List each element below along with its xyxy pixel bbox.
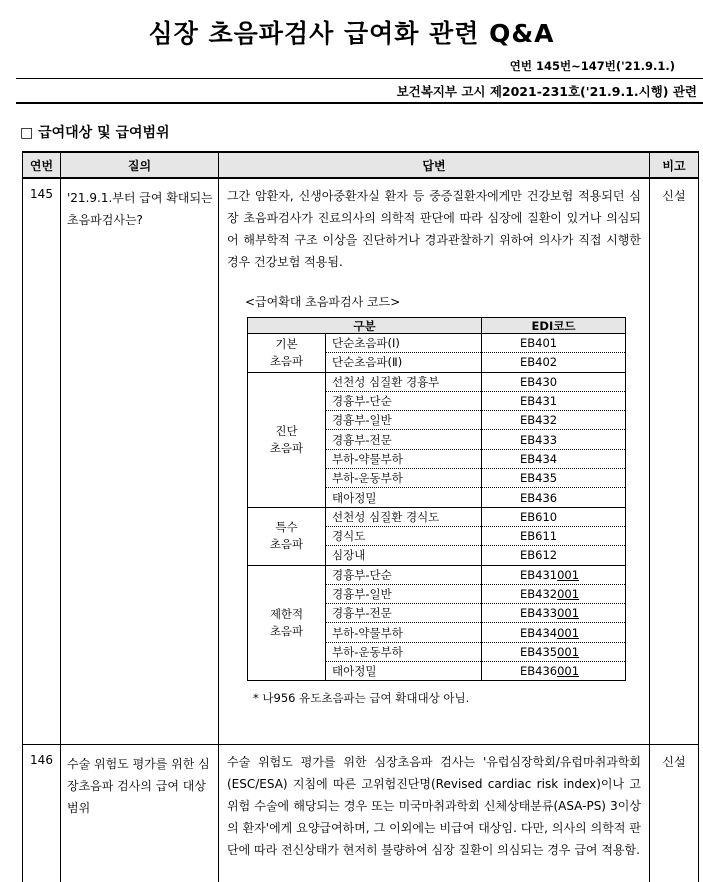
code-group-name: 진단 초음파 [248, 372, 326, 507]
divider [16, 78, 703, 79]
code-item-label: 단순초음파(Ⅱ) [326, 353, 482, 372]
code-item-code [482, 507, 626, 526]
code-table-caption: <급여확대 초음파검사 코드> [245, 295, 401, 309]
code-table [247, 317, 626, 681]
code-item-code [482, 488, 626, 507]
code-row [248, 507, 626, 526]
edi-code: EB612 [520, 548, 558, 563]
code-item-code [482, 526, 626, 545]
row-no: 146 [23, 744, 61, 882]
header-note: 비고 [650, 152, 699, 178]
row-answer: 수술 위험도 평가를 위한 심장초음파 검사는 '유럽심장학회/유럽마취과학회(ESC/ESA) 지침에 따른 고위험진단명(Revised cardiac risk index)이나 고위험 수술에 해당되는 경우 또는 미국마취과학회 신체상태분류(ASA-PS) 3이상의 환자'에게 요양급여하며, 그 이외에는 비급여 대상임. 다만, 의사의 의학적 판단에 따라 전신상태가 현저히 불량하여 심장 질환이 의심되는 경우 급여 적용함. [219, 744, 650, 882]
code-item-label: 태아정밀 [326, 488, 482, 507]
serial-number: 연번 145번~147번('21.9.1.) [509, 59, 675, 73]
edi-code-suffix: 001 [557, 587, 580, 601]
edi-code: EB432 [520, 587, 558, 601]
row-answer [219, 178, 650, 744]
code-item-label: 경흉부-일반 [326, 411, 482, 430]
row-question: '21.9.1.부터 급여 확대되는 초음파검사는? [61, 178, 219, 744]
code-item-code [482, 604, 626, 623]
code-item-label: 경흉부-단순 [326, 565, 482, 584]
edi-code: EB402 [520, 355, 558, 370]
code-item-label: 경식도 [326, 526, 482, 545]
row-note: 신설 [650, 744, 699, 882]
code-item-code [482, 584, 626, 603]
code-item-label: 선천성 심질환 경식도 [326, 507, 482, 526]
code-group-name: 기본 초음파 [248, 334, 326, 373]
code-item-code [482, 430, 626, 449]
edi-code: EB436 [520, 490, 558, 505]
edi-code: EB436 [520, 664, 558, 679]
code-item-code [482, 411, 626, 430]
edi-code: EB433 [520, 432, 558, 447]
table-row [23, 178, 699, 744]
code-group-name: 특수 초음파 [248, 507, 326, 565]
page-title: 심장 초음파검사 급여화 관련 Q&A [148, 19, 555, 48]
code-row [248, 372, 626, 391]
code-item-code [482, 662, 626, 681]
qa-table [22, 151, 699, 882]
code-item-code [482, 546, 626, 565]
code-item-code [482, 353, 626, 372]
code-item-label: 태아정밀 [326, 662, 482, 681]
code-item-code [482, 449, 626, 468]
edi-code-suffix: 001 [557, 644, 580, 659]
table-row [23, 744, 699, 882]
edi-code: EB433 [520, 606, 558, 621]
code-item-code [482, 372, 626, 391]
code-item-label: 부하-운동부하 [326, 642, 482, 661]
row-question: 수술 위험도 평가를 위한 심장초음파 검사의 급여 대상 범위 [61, 744, 219, 882]
edi-code: EB432 [520, 413, 558, 428]
section-title: □ 급여대상 및 급여범위 [20, 125, 170, 141]
code-group-name: 제한적 초음파 [248, 565, 326, 681]
edi-code: EB611 [520, 529, 558, 544]
code-item-label: 경흉부-단순 [326, 391, 482, 410]
code-item-label: 경흉부-일반 [326, 584, 482, 603]
code-item-code [482, 623, 626, 642]
edi-code: EB434 [520, 451, 558, 466]
code-header-edi: EDI코드 [482, 318, 626, 334]
edi-code-suffix: 001 [557, 664, 580, 679]
edi-code-suffix: 001 [557, 606, 580, 621]
code-item-label: 단순초음파(Ⅰ) [326, 334, 482, 353]
row-note: 신설 [650, 178, 699, 744]
notice-reference: 보건복지부 고시 제2021-231호('21.9.1.시행) 관련 [396, 84, 697, 99]
edi-code: EB431 [520, 394, 558, 409]
answer-text: 그간 암환자, 신생아중환자실 환자 등 중증질환자에게만 건강보험 적용되던 심장 초음파검사가 진료의사의 의학적 판단에 따라 심장에 질환이 있거나 의심되어 해부학적 구조 이상을 진단하거나 경과관찰하기 위하여 의사가 직접 시행한 경우 건강보험 적용됨. [227, 189, 641, 269]
edi-code: EB434 [520, 625, 558, 640]
code-row [248, 334, 626, 353]
edi-code: EB435 [520, 471, 558, 486]
code-item-code [482, 642, 626, 661]
code-item-code [482, 334, 626, 353]
code-item-label: 부하-약물부하 [326, 449, 482, 468]
edi-code: EB610 [520, 509, 558, 524]
code-item-code [482, 469, 626, 488]
edi-code-suffix: 001 [557, 567, 580, 582]
code-item-label: 부하-약물부하 [326, 623, 482, 642]
header-no: 연번 [23, 152, 61, 178]
code-row [248, 565, 626, 584]
row-no: 145 [23, 178, 61, 744]
code-item-label: 부하-운동부하 [326, 469, 482, 488]
footnote: * 나956 유도초음파는 급여 확대대상 아님. [253, 691, 470, 706]
code-item-code [482, 565, 626, 584]
edi-code: EB431 [520, 567, 558, 582]
code-item-label: 선천성 심질환 경흉부 [326, 372, 482, 391]
code-item-code [482, 391, 626, 410]
edi-code: EB401 [520, 336, 558, 351]
code-header-category: 구분 [248, 318, 482, 334]
edi-code: EB430 [520, 374, 558, 389]
code-item-label: 경흉부-전문 [326, 430, 482, 449]
header-answer: 답변 [219, 152, 650, 178]
edi-code-suffix: 001 [557, 625, 580, 640]
edi-code: EB435 [520, 644, 558, 659]
header-question: 질의 [61, 152, 219, 178]
code-item-label: 경흉부-전문 [326, 604, 482, 623]
code-item-label: 심장내 [326, 546, 482, 565]
divider [16, 102, 703, 104]
